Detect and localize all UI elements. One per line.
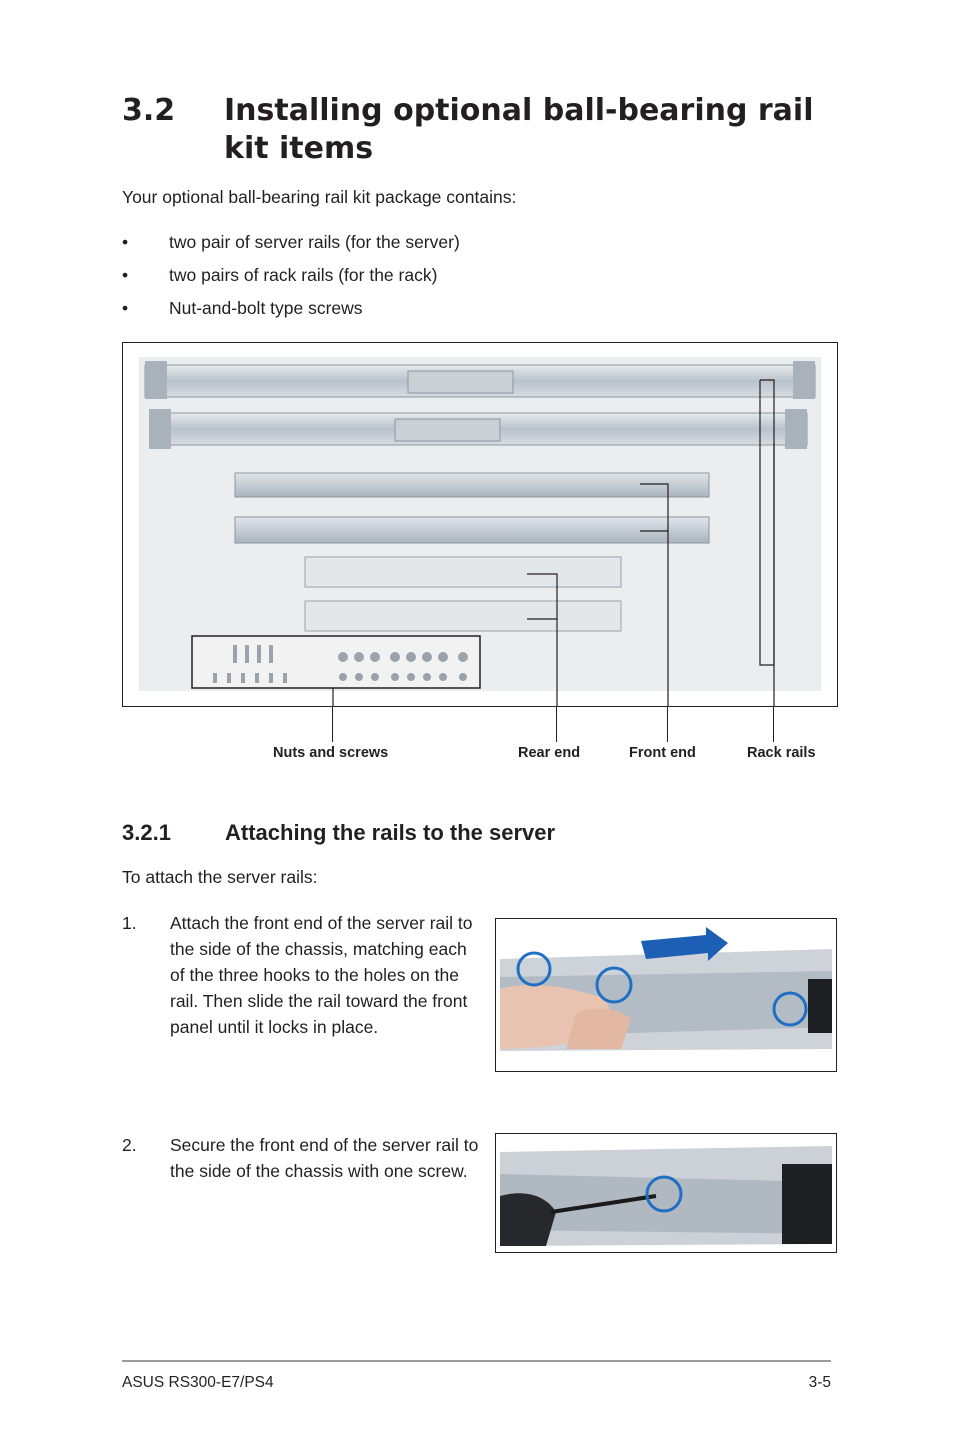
rail-kit-photo [123, 343, 837, 706]
step-text: Attach the front end of the server rail to the side of the chassis, matching each of the three hooks to the holes on the rail. Then slide the rail toward the front panel until it locks in place. [170, 913, 473, 1037]
step-2-figure [495, 1133, 837, 1253]
section-title: Installing optional ball-bearing rail kit items [224, 93, 814, 166]
step-item [122, 910, 492, 1070]
step-1-figure [495, 918, 837, 1072]
step-number: 2. [122, 1135, 137, 1155]
bullet-glyph: • [122, 232, 129, 252]
callout-front-end: Front end [629, 745, 696, 761]
subsection-title: Attaching the rails to the server [225, 820, 556, 845]
bullet-glyph: • [122, 265, 129, 285]
callout-nuts-and-screws: Nuts and screws [273, 745, 389, 761]
step-text: Secure the front end of the server rail to the side of the chassis with one screw. [170, 1135, 479, 1181]
page-number: 3-5 [808, 1374, 831, 1391]
rail-kit-figure [122, 342, 838, 707]
rack-rail [145, 361, 815, 399]
step-2-photo [496, 1134, 836, 1252]
callout-rear-end: Rear end [518, 745, 581, 761]
step-number: 1. [122, 913, 137, 933]
bullet-glyph: • [122, 298, 129, 318]
subsection-intro: To attach the server rails: [122, 867, 318, 887]
step-item [122, 1132, 492, 1232]
step-1-photo [496, 919, 836, 1071]
callout-rack-rails: Rack rails [747, 745, 816, 761]
footer-product: ASUS RS300-E7/PS4 [122, 1374, 274, 1391]
section-number: 3.2 [122, 93, 176, 128]
section-intro: Your optional ball-bearing rail kit package contains: [122, 187, 517, 207]
rack-rail [149, 409, 807, 449]
subsection-number: 3.2.1 [122, 820, 171, 845]
footer-rule [122, 1360, 831, 1362]
